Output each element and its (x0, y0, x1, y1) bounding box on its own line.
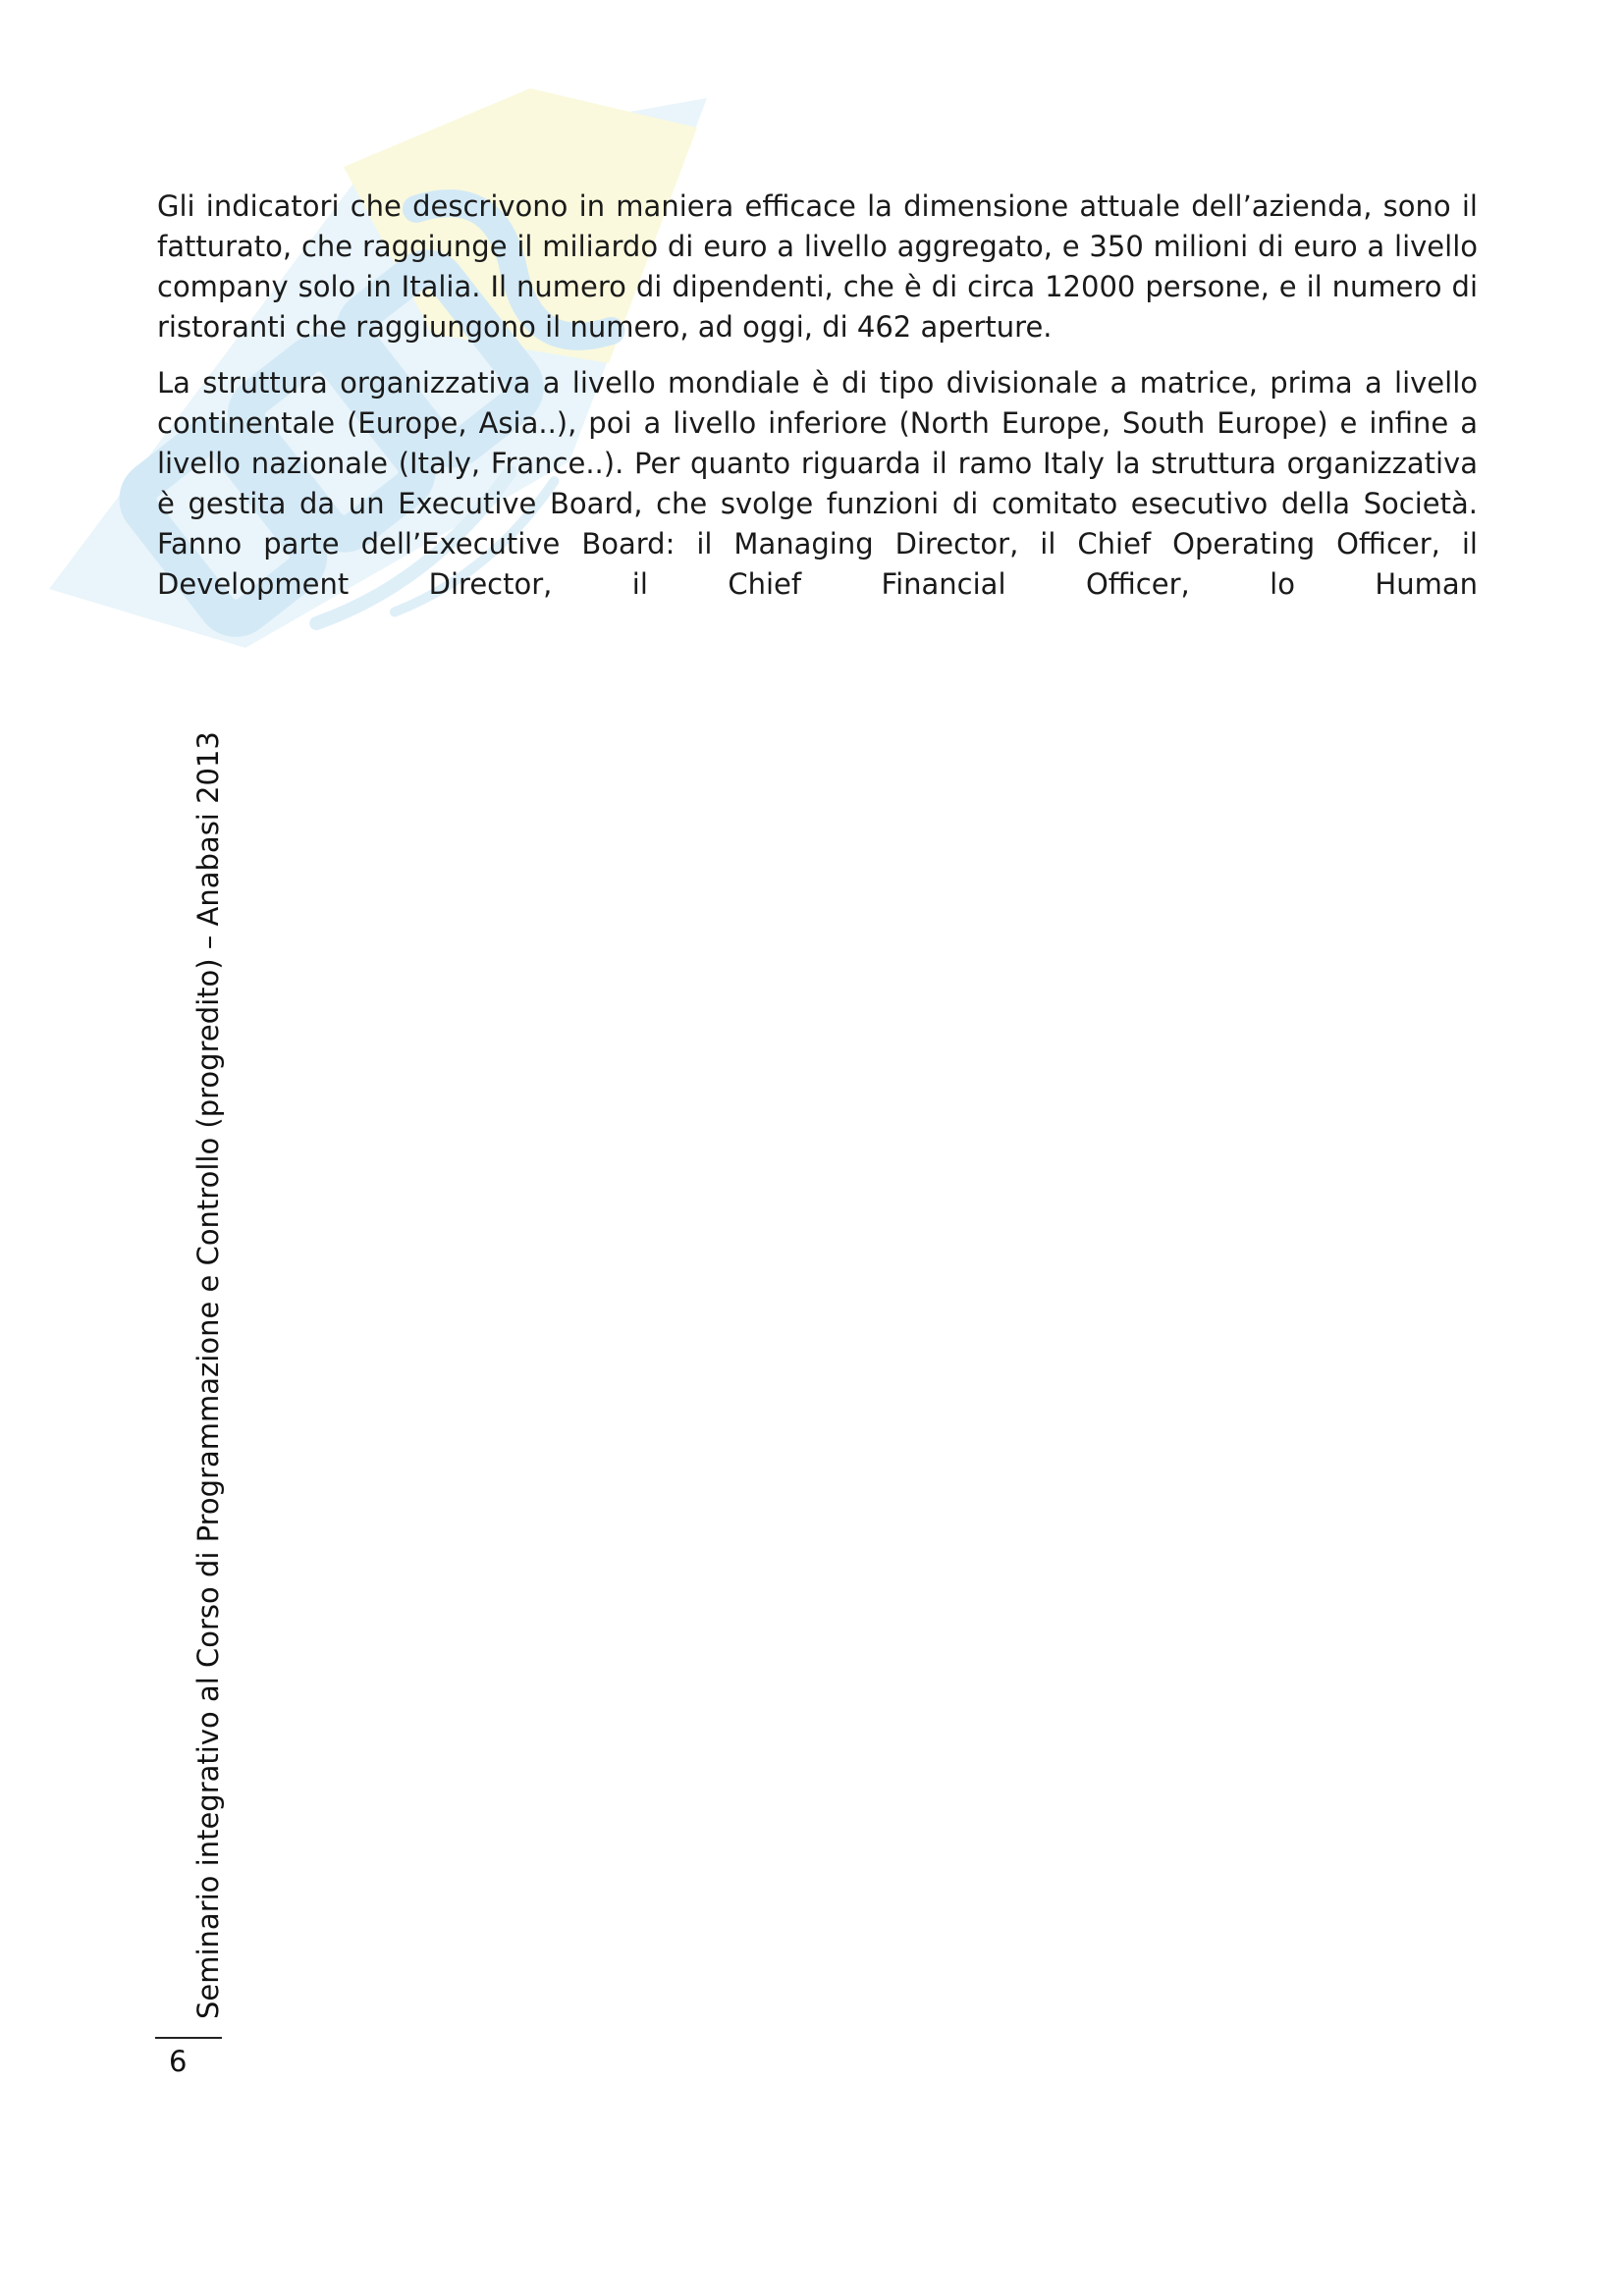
paragraph: Gli indicatori che descrivono in maniera efficace la dimensione attuale dell’azienda, sono il fatturato, che raggiunge il miliardo di euro a livello aggregato, e 350 milioni di euro a livello company solo in Italia. Il numero di dipendenti, che è di circa 12000 persone, e il numero di ristoranti che raggiungono il numero, ad oggi, di 462 aperture. (157, 189, 1478, 344)
page-number-rule (155, 2037, 222, 2039)
paragraph: La struttura organizzativa a livello mondiale è di tipo divisionale a matrice, prima a livello continentale (Europe, Asia..), poi a livello inferiore (North Europe, South Europe) e infine a livello nazionale (Italy, France..). Per quanto riguarda il ramo Italy la struttura organizzativa è gestita da un Executive Board, che svolge funzioni di comitato esecutivo della Società. Fanno parte dell’Executive Board: il Managing Director, il Chief Operating Officer, il Development Director, il Chief Financial Officer, lo Human (157, 366, 1478, 601)
document-body (157, 187, 1478, 620)
vertical-running-header: Seminario integrativo al Corso di Programmazione e Controllo (progredito) – Anabasi 2013 (191, 731, 225, 2019)
page-number: 6 (169, 2045, 188, 2078)
